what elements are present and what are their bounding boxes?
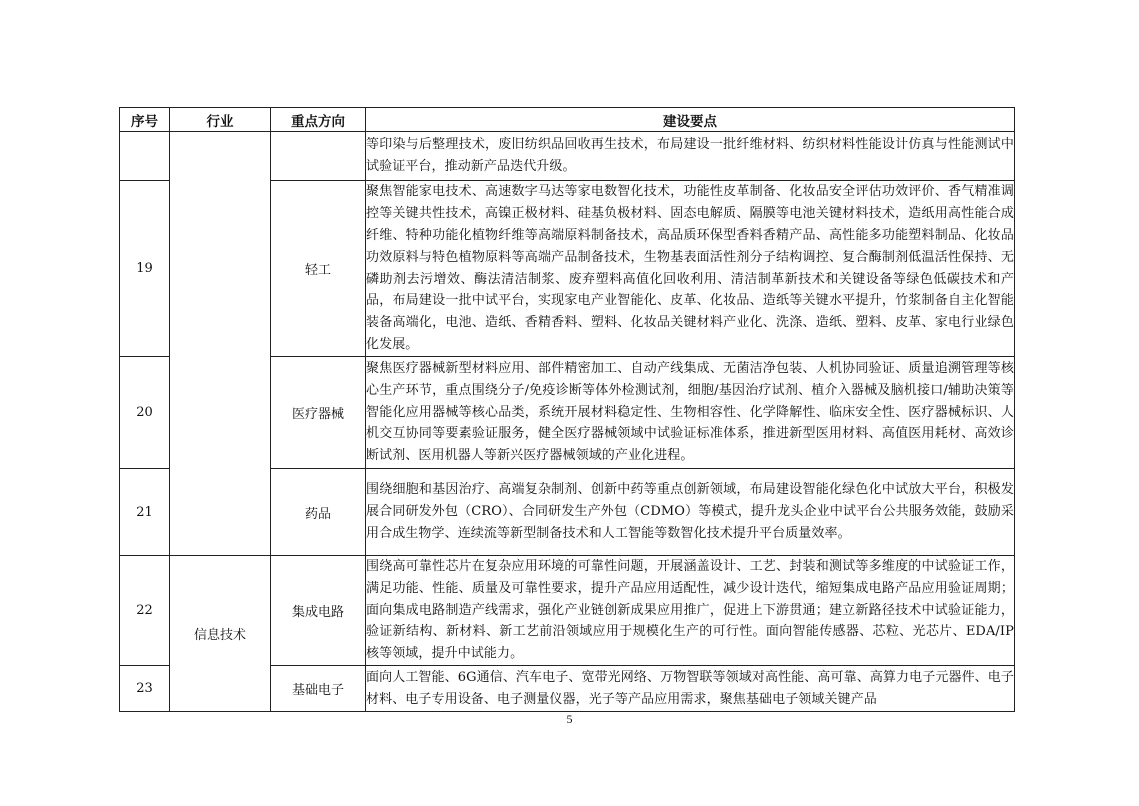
row-direction: 集成电路 — [271, 556, 366, 666]
row-no: 21 — [120, 469, 170, 556]
row-text: 围绕细胞和基因治疗、高端复杂制剂、创新中药等重点创新领域，布局建设智能化绿色化中试放大平台，积极发展合同研发外包（CRO）、合同研发生产外包（CDMO）等模式，提升龙头企业中试平台公共服务效能，鼓励采用合成生物学、连续流等新型制备技术和人工智能等数智化技术提升平台质量效率。 — [366, 469, 1015, 556]
row-no: 20 — [120, 357, 170, 469]
header-points: 建设要点 — [366, 108, 1015, 132]
header-direction: 重点方向 — [271, 108, 366, 132]
row-no — [120, 132, 170, 181]
row-text: 聚焦智能家电技术、高速数字马达等家电数智化技术，功能性皮革制备、化妆品安全评估功效评价、香气精准调控等关键共性技术，高镍正极材料、硅基负极材料、固态电解质、隔膜等电池关键材料技术，造纸用高性能合成纤维、特种功能化植物纤维等高端原料制备技术，高品质环保型香料香精产品、高性能多功能塑料制品、化妆品功效原料与特色植物原料等高端产品制备技术，生物基表面活性剂分子结构调控、复合酶制剂低温活性保持、无磷助剂去污增效、酶法清洁制浆、废弃塑料高值化回收利用、清洁制革新技术和关键设备等绿色低碳技术和产品，布局建设一批中试平台，实现家电产业智能化、皮革、化妆品、造纸等关键水平提升，竹浆制备自主化智能装备高端化，电池、造纸、香精香料、塑料、化妆品关键材料产业化、洗涤、造纸、塑料、皮革、家电行业绿色化发展。 — [366, 181, 1015, 357]
row-no: 23 — [120, 666, 170, 712]
row-direction: 药品 — [271, 469, 366, 556]
row-text: 围绕高可靠性芯片在复杂应用环境的可靠性问题，开展涵盖设计、工艺、封装和测试等多维度的中试验证工作，满足功能、性能、质量及可靠性要求，提升产品应用适配性，减少设计迭代，缩短集成电路产品应用验证周期；面向集成电路制造产线需求，强化产业链创新成果应用推广，促进上下游贯通；建立新路径技术中试验证能力，验证新结构、新材料、新工艺前沿领域应用于规模化生产的可行性。面向智能传感器、芯粒、光芯片、EDA/IP核等领域，提升中试能力。 — [366, 556, 1015, 666]
row-direction — [271, 132, 366, 181]
page-number: 5 — [566, 712, 573, 726]
row-direction: 医疗器械 — [271, 357, 366, 469]
row-no: 19 — [120, 181, 170, 357]
table-header-row — [120, 108, 1015, 132]
table-row — [120, 132, 1015, 181]
row-direction: 轻工 — [271, 181, 366, 357]
row-text: 等印染与后整理技术，废旧纺织品回收再生技术，布局建设一批纤维材料、纺织材料性能设计仿真与性能测试中试验证平台，推动新产品迭代升级。 — [366, 132, 1015, 181]
header-industry: 行业 — [170, 108, 271, 132]
table-row — [120, 556, 1015, 666]
row-industry: 信息技术 — [170, 556, 271, 712]
row-no: 22 — [120, 556, 170, 666]
row-industry — [170, 132, 271, 556]
row-text: 面向人工智能、6G通信、汽车电子、宽带光网络、万物智联等领域对高性能、高可靠、高算力电子元器件、电子材料、电子专用设备、电子测量仪器，光子等产品应用需求，聚焦基础电子领域关键产品 — [366, 666, 1015, 712]
header-no: 序号 — [120, 108, 170, 132]
row-direction: 基础电子 — [271, 666, 366, 712]
content-table — [119, 107, 1015, 712]
row-text: 聚焦医疗器械新型材料应用、部件精密加工、自动产线集成、无菌洁净包装、人机协同验证、质量追溯管理等核心生产环节，重点围绕分子/免疫诊断等体外检测试剂，细胞/基因治疗试剂、植介入器械及脑机接口/辅助决策等智能化应用器械等核心品类，系统开展材料稳定性、生物相容性、化学降解性、临床安全性、医疗器械标识、人机交互协同等要素验证服务，健全医疗器械领域中试验证标准体系，推进新型医用材料、高值医用耗材、高效诊断试剂、医用机器人等新兴医疗器械领域的产业化进程。 — [366, 357, 1015, 469]
